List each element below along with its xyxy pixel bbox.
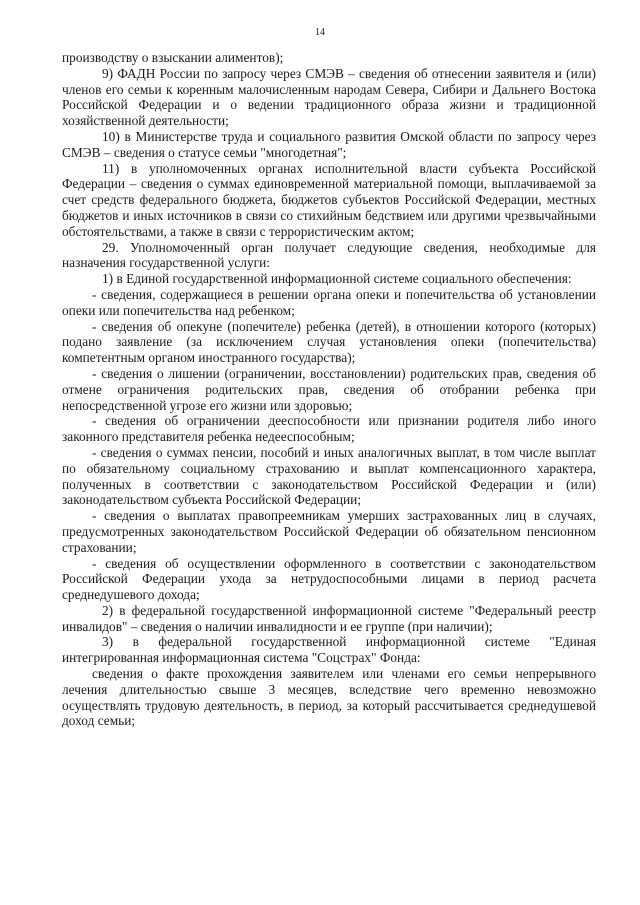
paragraph-dash-pension-amounts: - сведения о суммах пенсии, пособий и иных аналогичных выплат, в том числе выплат по обязательному социальному страхованию и выплат компенсационного характера, полученных в соответствии с законодательством Российской Федерации и (или) законодательством субъекта Российской Федерации; bbox=[62, 444, 596, 508]
paragraph-dash-guardianship-decision: - сведения, содержащиеся в решении органа опеки и попечительства об установлении опеки или попечительства над ребенком; bbox=[62, 286, 596, 318]
paragraph-continuous-treatment: сведения о факте прохождения заявителем или членами его семьи непрерывного лечения длительностью свыше 3 месяцев, вследствие чего временно невозможно осуществлять трудовую деятельность, в период, за который рассчитывается среднедушевой доход семьи; bbox=[62, 666, 596, 729]
paragraph-clause-29: 29. Уполномоченный орган получает следующие сведения, необходимые для назначения государственной услуги: bbox=[62, 239, 596, 271]
paragraph-continuation: производству о взыскании алиментов); bbox=[62, 50, 284, 65]
paragraph-dash-legal-capacity: - сведения об ограничении дееспособности или признании родителя либо иного законного представителя ребенка недееспособным; bbox=[62, 413, 596, 445]
page-number: 14 bbox=[315, 27, 325, 38]
paragraph-item-11: 11) в уполномоченных органах исполнительной власти субъекта Российской Федерации – сведения о суммах единовременной материальной помощи, выплачиваемой за счет средств федерального бюджета, бюджетов субъектов Российской Федерации, местных бюджетов и иных источников в связи со стихийным бедствием или другими чрезвычайными обстоятельствами, а также в связи с террористическим актом; bbox=[62, 160, 596, 239]
paragraph-subitem-1: 1) в Единой государственной информационной системе социального обеспечения: bbox=[102, 271, 572, 287]
paragraph-dash-successor-payments: - сведения о выплатах правопреемникам умерших застрахованных лиц в случаях, предусмотренных законодательством Российской Федерации об обязательном пенсионном страховании; bbox=[62, 508, 596, 555]
document-body bbox=[62, 50, 596, 729]
paragraph-subitem-3: 3) в федеральной государственной информационной системе "Единая интегрированная информационная система "Соцстрах" Фонда: bbox=[62, 634, 596, 666]
paragraph-item-9: 9) ФАДН России по запросу через СМЭВ – сведения об отнесении заявителя и (или) членов его семьи к коренным малочисленным народам Севера, Сибири и Дальнего Востока Российской Федерации и о ведении традиционного образа жизни и традиционной хозяйственной деятельности; bbox=[62, 65, 596, 129]
paragraph-dash-care-arrangement: - сведения об осуществлении оформленного в соответствии с законодательством Российской Федерации ухода за нетрудоспособными лицами в период расчета среднедушевого дохода; bbox=[62, 555, 596, 603]
paragraph-item-10: 10) в Министерстве труда и социального развития Омской области по запросу через СМЭВ – сведения о статусе семьи "многодетная"; bbox=[62, 128, 596, 160]
paragraph-dash-guardian-info: - сведения об опекуне (попечителе) ребенка (детей), в отношении которого (которых) подано заявление (за исключением случая установления опеки (попечительства) компетентным органом иностранного государства); bbox=[62, 318, 596, 366]
paragraph-subitem-2: 2) в федеральной государственной информационной системе "Федеральный реестр инвалидов" – сведения о наличии инвалидности и ее группе (при наличии); bbox=[62, 602, 596, 634]
paragraph-dash-parental-rights: - сведения о лишении (ограничении, восстановлении) родительских прав, сведения об отмене ограничения родительских прав, сведения об отобрании ребенка при непосредственной угрозе его жизни или здоровью; bbox=[62, 365, 596, 413]
